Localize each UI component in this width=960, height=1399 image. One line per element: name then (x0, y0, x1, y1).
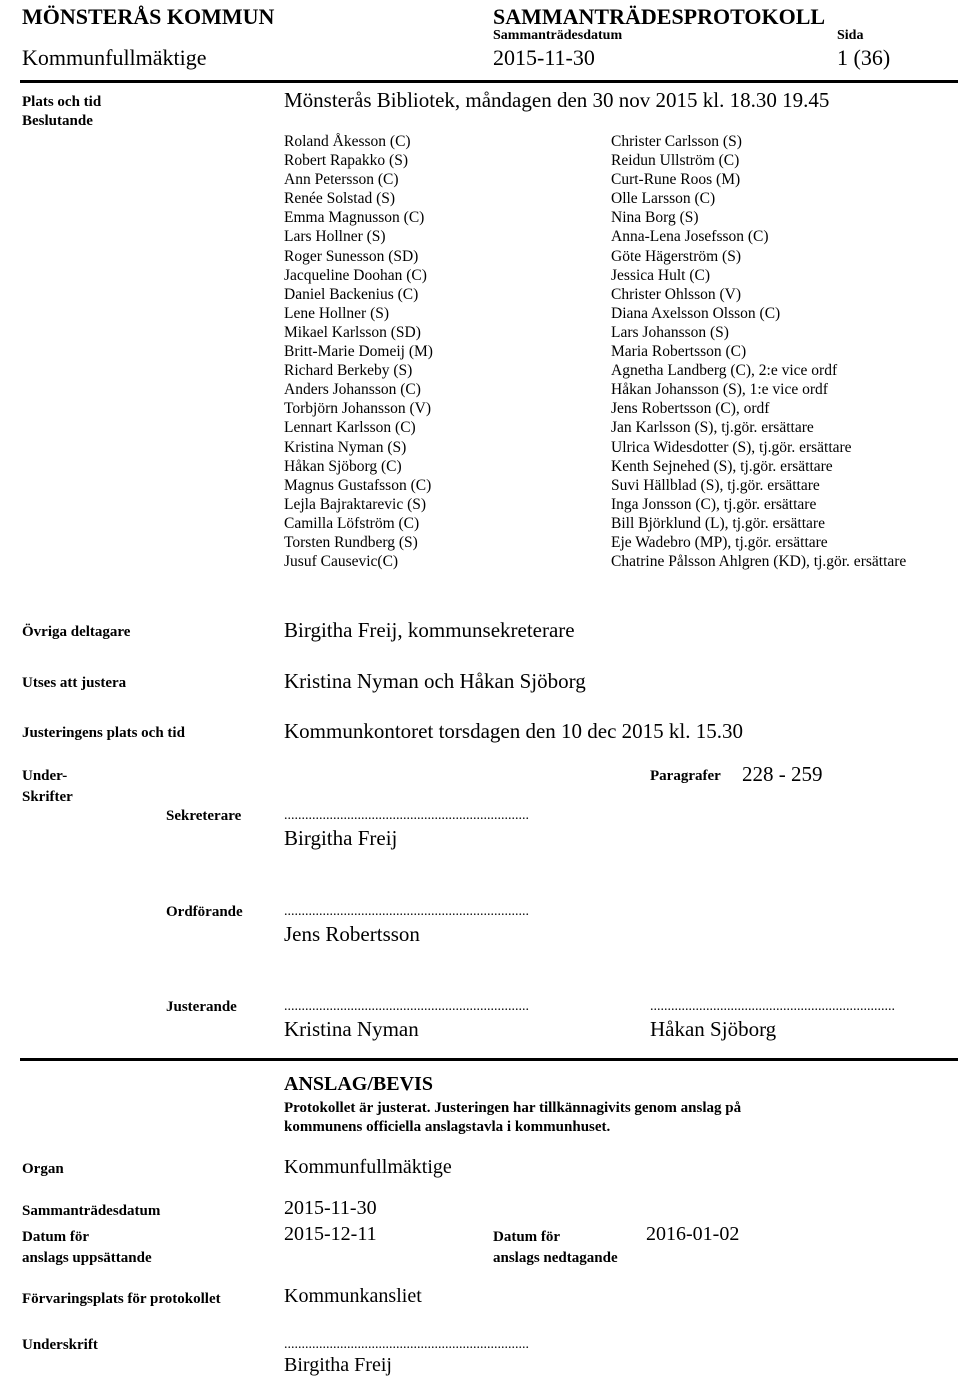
storage-value: Kommunkansliet (284, 1285, 422, 1307)
member-name: Curt-Rune Roos (M) (611, 171, 741, 189)
notice-text-line2: kommunens officiella anslagstavla i kommunhuset. (284, 1119, 611, 1135)
member-name: Kristina Nyman (S) (284, 438, 407, 456)
removed-label-line2: anslags nedtagande (493, 1250, 618, 1266)
removed-date: 2016-01-02 (646, 1223, 740, 1245)
member-name: Camilla Löfström (C) (284, 514, 420, 532)
member-name: Torbjörn Johansson (V) (284, 400, 432, 418)
adjust-place-label: Justeringens plats och tid (22, 725, 185, 741)
member-name: Göte Hägerström (S) (611, 247, 741, 265)
chair-name: Jens Robertsson (284, 922, 420, 946)
member-name: Mikael Karlsson (SD) (284, 323, 421, 341)
member-name: Suvi Hällblad (S), tj.gör. ersättare (611, 476, 820, 494)
member-name: Torsten Rundberg (S) (284, 533, 418, 551)
signatures-label-line1: Under- (22, 768, 68, 784)
member-name: Magnus Gustafsson (C) (284, 476, 432, 494)
member-name: Renée Solstad (S) (284, 190, 396, 208)
member-name: Nina Borg (S) (611, 209, 699, 227)
paragraphs-label: Paragrafer (650, 768, 721, 784)
member-name: Lars Hollner (S) (284, 228, 386, 246)
member-name: Anders Johansson (C) (284, 381, 421, 399)
adjuster1-signature-line: ...................................................................... (284, 999, 529, 1014)
member-name: Robert Rapakko (S) (284, 152, 408, 170)
member-name: Håkan Johansson (S), 1:e vice ordf (611, 381, 828, 399)
member-name: Jacqueline Doohan (C) (284, 266, 427, 284)
place-time: Mönsterås Bibliotek, måndagen den 30 nov 2015 kl. 18.30 19.45 (284, 88, 830, 112)
member-name: Daniel Backenius (C) (284, 285, 419, 303)
member-name: Britt-Marie Domeij (M) (284, 343, 433, 361)
member-name: Jusuf Causevic(C) (284, 553, 399, 571)
notice-meeting-date: 2015-11-30 (284, 1197, 377, 1219)
adjuster2-name: Håkan Sjöborg (650, 1017, 777, 1041)
member-name: Jan Karlsson (S), tj.gör. ersättare (611, 419, 814, 437)
notice-title: ANSLAG/BEVIS (284, 1073, 433, 1095)
member-name: Lennart Karlsson (C) (284, 419, 416, 437)
adjusters-sign-label: Justerande (166, 999, 237, 1015)
adjust-place-value: Kommunkontoret torsdagen den 10 dec 2015 kl. 15.30 (284, 719, 744, 743)
notice-text-line1: Protokollet är justerat. Justeringen har tillkännagivits genom anslag på (284, 1100, 742, 1116)
secretary-name: Birgitha Freij (284, 826, 398, 850)
meeting-date-label: Sammanträdesdatum (493, 28, 623, 43)
posted-label-line1: Datum för (22, 1229, 90, 1245)
member-name: Jens Robertsson (C), ordf (611, 400, 770, 418)
header-divider (20, 80, 958, 83)
body-name: Kommunfullmäktige (22, 45, 207, 70)
members-left-list (284, 132, 433, 571)
posted-date: 2015-12-11 (284, 1223, 377, 1245)
member-name: Bill Björklund (L), tj.gör. ersättare (611, 514, 825, 532)
secretary-signature-line: ...................................................................... (284, 808, 529, 823)
member-name: Diana Axelsson Olsson (C) (611, 304, 781, 322)
place-time-label: Plats och tid (22, 94, 102, 110)
notice-meeting-date-label: Sammanträdesdatum (22, 1203, 161, 1219)
municipality-name: MÖNSTERÅS KOMMUN (22, 4, 275, 29)
member-name: Roland Åkesson (C) (284, 133, 411, 150)
others-value: Birgitha Freij, kommunsekreterare (284, 618, 575, 642)
signature-label: Underskrift (22, 1337, 98, 1353)
member-name: Christer Ohlsson (V) (611, 285, 742, 303)
member-name: Agnetha Landberg (C), 2:e vice ordf (611, 362, 838, 380)
notice-signature-line: ...................................................................... (284, 1337, 529, 1352)
adjusters-value: Kristina Nyman och Håkan Sjöborg (284, 669, 586, 693)
member-name: Christer Carlsson (S) (611, 133, 742, 150)
paragraphs-value: 228 - 259 (742, 762, 823, 786)
member-name: Olle Larsson (C) (611, 190, 716, 208)
member-name: Ann Petersson (C) (284, 171, 399, 189)
organ-label: Organ (22, 1161, 64, 1177)
page-label: Sida (837, 28, 864, 43)
member-name: Lene Hollner (S) (284, 304, 390, 322)
member-name: Roger Sunesson (SD) (284, 247, 419, 265)
member-name: Chatrine Pålsson Ahlgren (KD), tj.gör. ersättare (611, 553, 907, 571)
meeting-date: 2015-11-30 (493, 45, 595, 70)
deciding-label: Beslutande (22, 113, 93, 129)
member-name: Inga Jonsson (C), tj.gör. ersättare (611, 495, 817, 513)
organ-value: Kommunfullmäktige (284, 1156, 452, 1178)
signature-name: Birgitha Freij (284, 1354, 392, 1376)
document-type: SAMMANTRÄDESPROTOKOLL (493, 4, 826, 29)
adjusters-label: Utses att justera (22, 675, 127, 691)
notice-divider (20, 1058, 958, 1061)
member-name: Maria Robertsson (C) (611, 343, 747, 361)
chair-signature-line: ...................................................................... (284, 904, 529, 919)
storage-label: Förvaringsplats för protokollet (22, 1291, 221, 1307)
members-right-list (611, 132, 906, 571)
others-label: Övriga deltagare (22, 624, 131, 640)
member-name: Anna-Lena Josefsson (C) (611, 228, 769, 246)
member-name: Lejla Bajraktarevic (S) (284, 495, 427, 513)
member-name: Ulrica Widesdotter (S), tj.gör. ersättare (611, 438, 852, 456)
chair-label: Ordförande (166, 904, 243, 920)
signatures-label-line2: Skrifter (22, 789, 73, 805)
adjuster2-signature-line: ...................................................................... (650, 999, 895, 1014)
posted-label-line2: anslags uppsättande (22, 1250, 152, 1266)
member-name: Jessica Hult (C) (611, 266, 711, 284)
removed-label-line1: Datum för (493, 1229, 561, 1245)
member-name: Håkan Sjöborg (C) (284, 457, 402, 475)
member-name: Emma Magnusson (C) (284, 209, 425, 227)
adjuster1-name: Kristina Nyman (284, 1017, 419, 1041)
page-number: 1 (36) (837, 45, 891, 70)
member-name: Kenth Sejnehed (S), tj.gör. ersättare (611, 457, 833, 475)
member-name: Eje Wadebro (MP), tj.gör. ersättare (611, 533, 828, 551)
member-name: Reidun Ullström (C) (611, 152, 740, 170)
member-name: Lars Johansson (S) (611, 323, 729, 341)
member-name: Richard Berkeby (S) (284, 362, 413, 380)
secretary-label: Sekreterare (166, 808, 242, 824)
